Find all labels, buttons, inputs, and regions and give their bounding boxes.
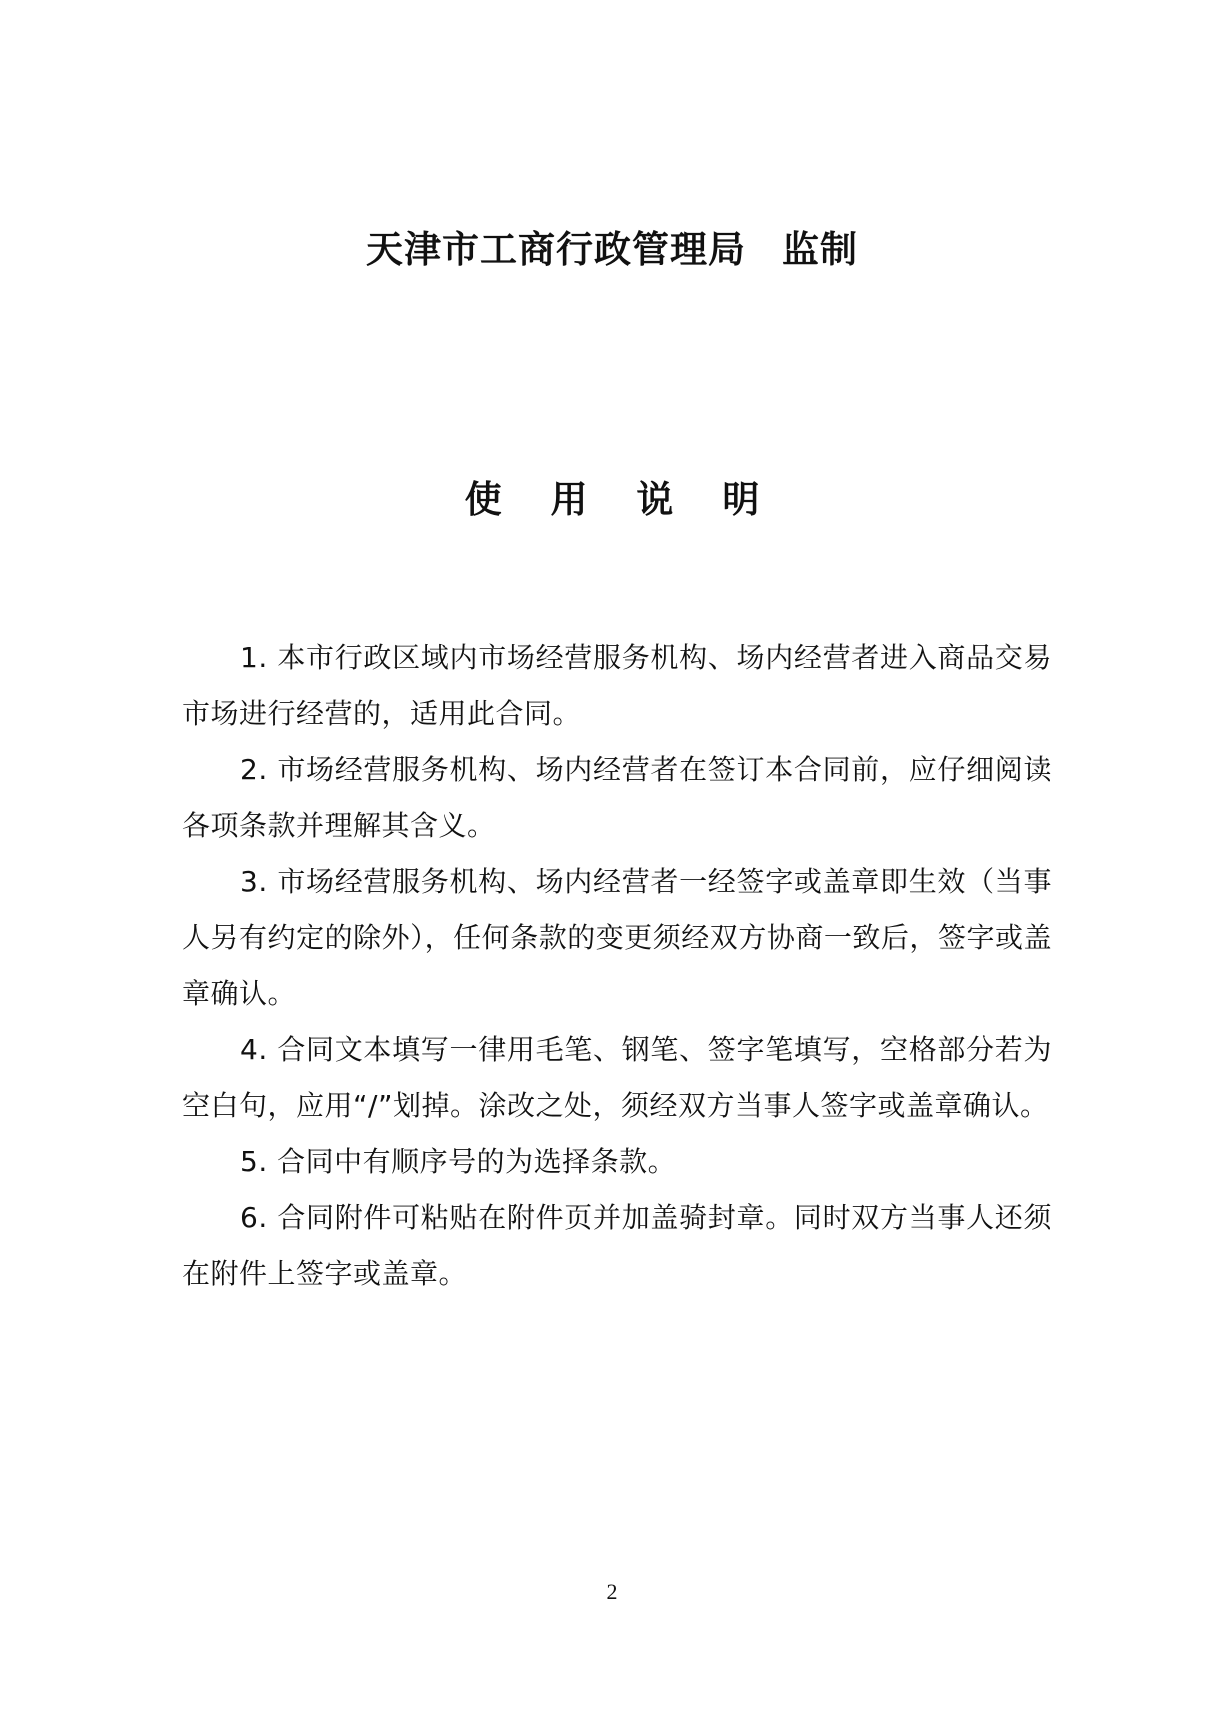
instructions-title: 使 用 说 明: [464, 478, 778, 521]
instruction-item-1: 1. 本市行政区域内市场经营服务机构、场内经营者进入商品交易市场进行经营的，适用此合同。: [182, 641, 1052, 730]
instruction-item-5: 5. 合同中有顺序号的为选择条款。: [240, 1145, 677, 1178]
instruction-item-2: 2. 市场经营服务机构、场内经营者在签订本合同前，应仔细阅读各项条款并理解其含义。: [182, 753, 1052, 842]
supervisor-line: [0, 225, 1224, 275]
instructions-list: [182, 630, 1052, 1302]
authority-name: 天津市工商行政管理局: [366, 228, 746, 271]
instruction-item-6: 6. 合同附件可粘贴在附件页并加盖骑封章。同时双方当事人还须在附件上签字或盖章。: [182, 1201, 1052, 1290]
instruction-item-4: 4. 合同文本填写一律用毛笔、钢笔、签字笔填写，空格部分若为空白句，应用“/”划掉。涂改之处，须经双方当事人签字或盖章确认。: [182, 1033, 1052, 1122]
supervision-label: 监制: [782, 228, 858, 271]
instruction-item-3: 3. 市场经营服务机构、场内经营者一经签字或盖章即生效（当事人另有约定的除外），任何条款的变更须经双方协商一致后，签字或盖章确认。: [182, 865, 1052, 1010]
page-number: 2: [606, 1579, 618, 1604]
